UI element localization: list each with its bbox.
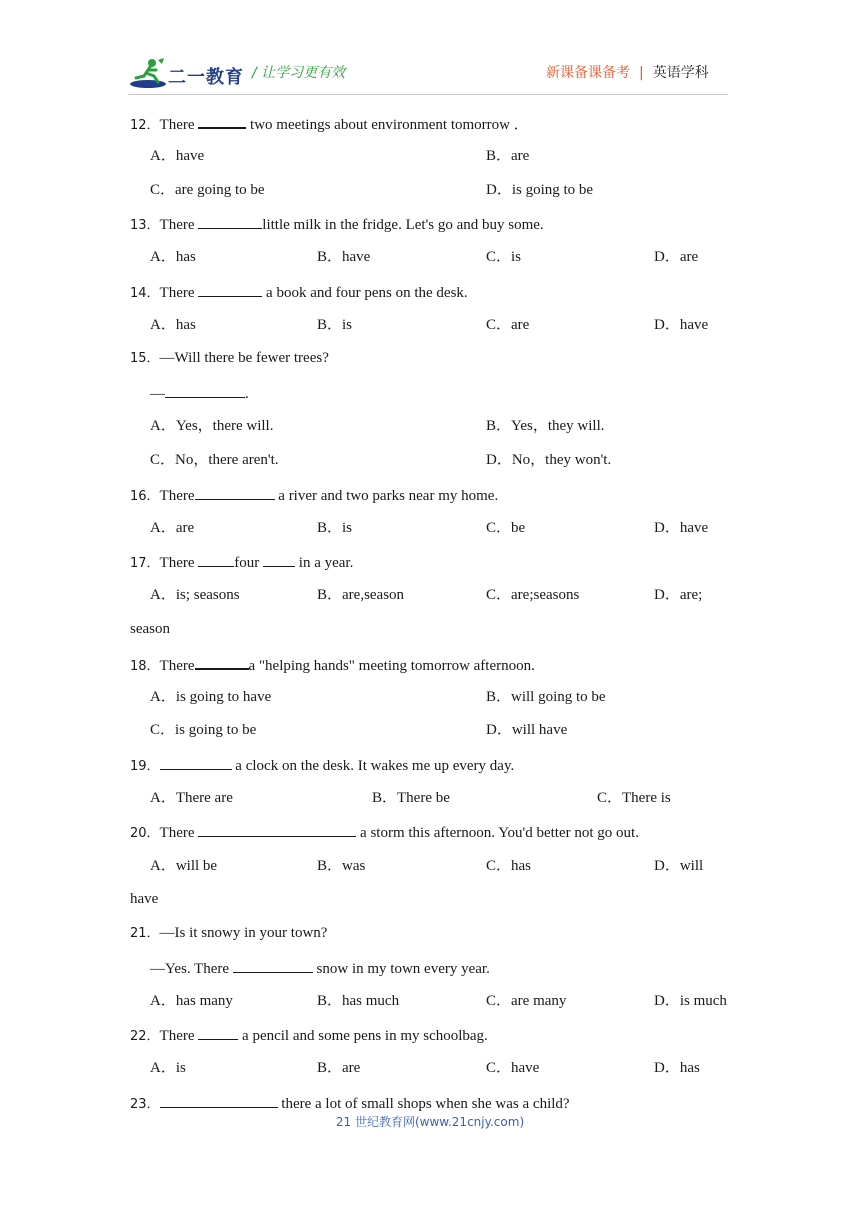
question-15 bbox=[130, 349, 329, 368]
option-a: A．There are bbox=[150, 790, 233, 806]
question-number: 17． bbox=[130, 556, 160, 571]
question-text: —Yes. There bbox=[150, 961, 233, 977]
header-tagline: 新课备课备考 bbox=[546, 65, 630, 81]
answer-blank bbox=[198, 113, 246, 129]
question-20 bbox=[130, 822, 639, 843]
question-22 bbox=[130, 1025, 488, 1046]
question-15-answer-line bbox=[150, 383, 249, 403]
answer-blank bbox=[165, 383, 245, 398]
option-c: C．are going to be bbox=[150, 182, 265, 198]
question-17 bbox=[130, 552, 353, 573]
question-text: There bbox=[159, 117, 199, 133]
option-c: C．have bbox=[486, 1060, 540, 1076]
option-c: C．be bbox=[486, 520, 526, 536]
question-text: There bbox=[159, 825, 199, 841]
option-d: D．has bbox=[654, 1060, 700, 1076]
brand-logo bbox=[128, 56, 244, 90]
question-21-answer-line bbox=[150, 958, 490, 978]
question-number: 23． bbox=[130, 1097, 160, 1112]
question-text: a book and four pens on the desk. bbox=[262, 285, 468, 301]
option-c: C．No，there aren't. bbox=[150, 452, 279, 468]
option-c: C．are;seasons bbox=[486, 587, 580, 603]
option-c: C．There is bbox=[597, 790, 671, 806]
question-text: —Is it snowy in your town? bbox=[159, 925, 328, 941]
option-b: B．are bbox=[486, 148, 530, 164]
option-c: C．is bbox=[486, 249, 522, 265]
option-b: B．has much bbox=[317, 993, 400, 1009]
question-number: 16． bbox=[130, 489, 160, 504]
header-right bbox=[546, 62, 709, 82]
question-19 bbox=[130, 755, 514, 776]
question-text: . bbox=[245, 386, 249, 402]
question-number: 21． bbox=[130, 926, 160, 941]
question-12 bbox=[130, 113, 529, 135]
option-c: C．has bbox=[486, 858, 532, 874]
option-wrap: season bbox=[130, 621, 170, 637]
option-b: B．is bbox=[317, 520, 353, 536]
page-footer: 21 世纪教育网(www.21cnjy.com) bbox=[335, 1115, 525, 1129]
option-d: D．are bbox=[654, 249, 699, 265]
question-number: 15． bbox=[130, 351, 160, 366]
option-d: D．No，they won't. bbox=[486, 452, 612, 468]
answer-blank bbox=[160, 755, 232, 770]
question-number: 18． bbox=[130, 659, 160, 674]
dialog-dash: — bbox=[150, 386, 165, 402]
question-18 bbox=[130, 654, 535, 676]
option-d: D．have bbox=[654, 520, 709, 536]
question-21 bbox=[130, 924, 327, 943]
option-wrap: have bbox=[130, 891, 159, 907]
logo-text: 二一教育 bbox=[168, 67, 244, 88]
question-text: four bbox=[234, 555, 264, 571]
option-b: B．have bbox=[317, 249, 371, 265]
option-a: A．is; seasons bbox=[150, 587, 240, 603]
question-text: a clock on the desk. It wakes me up every day. bbox=[231, 758, 515, 774]
option-b: B．will going to be bbox=[486, 689, 606, 705]
question-text: a river and two parks near my home. bbox=[274, 488, 499, 504]
option-a: A．has bbox=[150, 317, 196, 333]
question-text: There bbox=[159, 285, 199, 301]
option-b: B．are,season bbox=[317, 587, 405, 603]
answer-blank bbox=[233, 958, 313, 973]
option-d: D．is going to be bbox=[486, 182, 594, 198]
option-d: D．have bbox=[654, 317, 709, 333]
option-a: A．is bbox=[150, 1060, 186, 1076]
option-a: A．Yes，there will. bbox=[150, 418, 274, 434]
option-a: A．are bbox=[150, 520, 195, 536]
question-23 bbox=[130, 1093, 570, 1114]
question-14 bbox=[130, 282, 468, 303]
question-text: there a lot of small shops when she was a child? bbox=[277, 1096, 570, 1112]
option-b: B．was bbox=[317, 858, 366, 874]
question-text: There bbox=[159, 658, 195, 674]
option-a: A．has many bbox=[150, 993, 233, 1009]
question-number: 14． bbox=[130, 286, 160, 301]
question-number: 22． bbox=[130, 1029, 160, 1044]
answer-blank bbox=[195, 485, 275, 500]
option-b: B．are bbox=[317, 1060, 361, 1076]
question-text: There bbox=[159, 1028, 199, 1044]
question-number: 12． bbox=[130, 118, 160, 133]
question-number: 13． bbox=[130, 218, 160, 233]
question-number: 19． bbox=[130, 759, 160, 774]
answer-blank bbox=[198, 822, 356, 837]
page-header bbox=[0, 0, 860, 100]
question-text: snow in my town every year. bbox=[312, 961, 490, 977]
question-text: little milk in the fridge. Let's go and buy some. bbox=[262, 217, 544, 233]
question-text: a "helping hands" meeting tomorrow afternoon. bbox=[248, 658, 535, 674]
header-divider bbox=[128, 94, 728, 95]
question-text: There bbox=[159, 488, 195, 504]
question-13 bbox=[130, 214, 544, 235]
header-separator: | bbox=[639, 65, 644, 81]
question-text: in a year. bbox=[295, 555, 354, 571]
answer-blank bbox=[198, 1025, 238, 1040]
option-d: D．is much bbox=[654, 993, 727, 1009]
question-text: There bbox=[159, 555, 199, 571]
option-d: D．will bbox=[654, 858, 704, 874]
header-slogan: / 让学习更有效 bbox=[252, 65, 346, 81]
option-b: B．There be bbox=[372, 790, 450, 806]
option-d: D．will have bbox=[486, 722, 568, 738]
option-c: C．is going to be bbox=[150, 722, 257, 738]
question-text: a pencil and some pens in my schoolbag. bbox=[238, 1028, 488, 1044]
runner-logo-icon bbox=[128, 56, 168, 90]
question-text: —Will there be fewer trees? bbox=[159, 350, 329, 366]
answer-blank bbox=[160, 1093, 278, 1108]
option-d: D．are; bbox=[654, 587, 703, 603]
answer-blank bbox=[195, 654, 249, 670]
header-subject: 英语学科 bbox=[652, 65, 709, 81]
option-a: A．have bbox=[150, 148, 205, 164]
option-a: A．has bbox=[150, 249, 196, 265]
question-text: two meetings about environment tomorrow ． bbox=[246, 117, 529, 133]
option-c: C．are bbox=[486, 317, 530, 333]
option-c: C．are many bbox=[486, 993, 567, 1009]
option-b: B．is bbox=[317, 317, 353, 333]
question-text: a storm this afternoon. You'd better not go out. bbox=[356, 825, 639, 841]
question-number: 20． bbox=[130, 826, 160, 841]
option-b: B．Yes，they will. bbox=[486, 418, 605, 434]
option-a: A．will be bbox=[150, 858, 218, 874]
question-text: There bbox=[159, 217, 199, 233]
answer-blank bbox=[263, 552, 295, 567]
question-16 bbox=[130, 485, 498, 506]
option-a: A．is going to have bbox=[150, 689, 272, 705]
answer-blank bbox=[198, 214, 262, 229]
answer-blank bbox=[198, 282, 262, 297]
answer-blank bbox=[198, 552, 234, 567]
